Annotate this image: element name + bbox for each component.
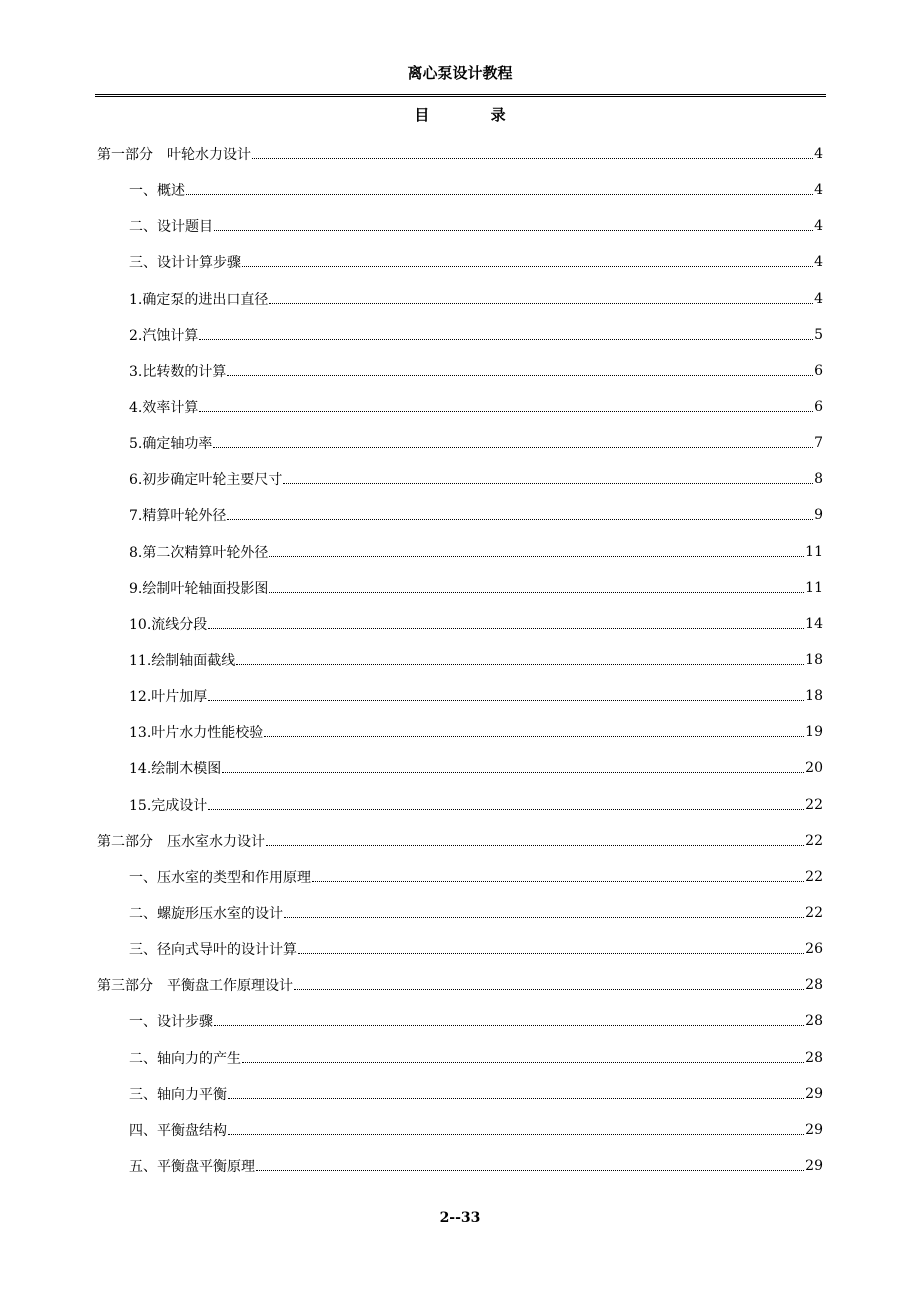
toc-dot-leader: [294, 980, 804, 990]
toc-dot-leader: [242, 257, 813, 267]
toc-entry-label: 2.汽蚀计算: [129, 327, 199, 344]
toc-entry-label: 9.绘制叶轮轴面投影图: [129, 580, 269, 597]
toc-entry-label: 4.效率计算: [129, 400, 199, 417]
toc-entry[interactable]: [97, 859, 823, 895]
toc-entry-page: 20: [805, 760, 823, 777]
toc-entry-label: 二、螺旋形压水室的设计: [129, 906, 283, 923]
toc-entry-label: 13.叶片水力性能校验: [129, 725, 264, 742]
toc-entry-label: 五、平衡盘平衡原理: [129, 1159, 255, 1175]
toc-entry[interactable]: [97, 208, 823, 244]
toc-entry-page: 22: [805, 905, 823, 922]
toc-dot-leader: [236, 655, 804, 665]
toc-entry-label: 10.流线分段: [129, 616, 208, 633]
toc-dot-leader: [228, 1125, 804, 1135]
toc-entry-page: 9: [814, 507, 823, 524]
toc-entry-page: 4: [814, 146, 823, 163]
toc-dot-leader: [222, 763, 804, 773]
toc-entry-label: 三、轴向力平衡: [129, 1086, 227, 1103]
toc-entry[interactable]: [97, 1148, 823, 1184]
toc-entry-page: 4: [814, 290, 823, 307]
toc-dot-leader: [252, 149, 813, 159]
toc-entry[interactable]: [97, 678, 823, 714]
toc-entry-page: 18: [805, 688, 823, 705]
toc-entry[interactable]: [97, 425, 823, 461]
toc-entry[interactable]: [97, 317, 823, 353]
toc-dot-leader: [213, 438, 813, 448]
toc-entry-label: 第二部分 压水室水力设计: [97, 833, 265, 850]
toc-entry-page: 5: [814, 326, 823, 343]
toc-entry[interactable]: [97, 1040, 823, 1076]
toc-dot-leader: [266, 836, 804, 846]
toc-entry-page: 6: [814, 399, 823, 416]
toc-dot-leader: [199, 330, 813, 340]
toc-entry[interactable]: [97, 823, 823, 859]
toc-entry-page: 28: [805, 1049, 823, 1066]
running-header-title: 离心泵设计教程: [407, 64, 513, 82]
toc-entry-page: 28: [805, 977, 823, 994]
toc-entry[interactable]: [97, 281, 823, 317]
toc-entry-page: 4: [814, 254, 823, 271]
toc-entry[interactable]: [97, 1112, 823, 1148]
footer-page-number: 2--33: [439, 1210, 481, 1226]
toc-entry[interactable]: [97, 136, 823, 172]
toc-entry-label: 一、压水室的类型和作用原理: [129, 869, 311, 886]
toc-dot-leader: [227, 366, 813, 376]
toc-entry-label: 一、设计步骤: [129, 1014, 213, 1031]
toc-dot-leader: [208, 691, 804, 701]
toc-entry[interactable]: [97, 1076, 823, 1112]
toc-entry-label: 15.完成设计: [129, 797, 208, 814]
toc-entry-page: 26: [805, 941, 823, 958]
toc-entry-label: 第一部分 叶轮水力设计: [97, 147, 251, 164]
toc-entry-page: 29: [805, 1085, 823, 1102]
toc-dot-leader: [298, 944, 804, 954]
toc-entry[interactable]: [97, 787, 823, 823]
toc-entry-page: 6: [814, 362, 823, 379]
toc-entry-page: 22: [805, 796, 823, 813]
toc-dot-leader: [269, 294, 813, 304]
toc-entry[interactable]: [97, 895, 823, 931]
toc-entry[interactable]: [97, 1003, 823, 1039]
toc-dot-leader: [186, 185, 813, 195]
toc-entry-label: 11.绘制轴面截线: [129, 653, 236, 670]
toc-entry[interactable]: [97, 570, 823, 606]
toc-entry-label: 三、径向式导叶的设计计算: [129, 942, 297, 959]
toc-entry-label: 8.第二次精算叶轮外径: [129, 544, 269, 561]
toc-title: 目 录: [414, 106, 534, 124]
toc-entry-page: 22: [805, 832, 823, 849]
toc-dot-leader: [228, 1089, 804, 1099]
toc-entry-page: 29: [805, 1121, 823, 1138]
toc-entry[interactable]: [97, 606, 823, 642]
toc-dot-leader: [214, 1016, 804, 1026]
toc-entry-page: 7: [814, 435, 823, 452]
toc-entry[interactable]: [97, 172, 823, 208]
toc-dot-leader: [242, 1053, 804, 1063]
toc-entry[interactable]: [97, 714, 823, 750]
toc-entry-page: 22: [805, 868, 823, 885]
toc-entry-label: 3.比转数的计算: [129, 363, 227, 380]
toc-dot-leader: [312, 872, 804, 882]
toc-entry-label: 第三部分 平衡盘工作原理设计: [97, 978, 293, 995]
toc-entry-label: 14.绘制木模图: [129, 761, 222, 778]
toc-entry-label: 7.精算叶轮外径: [129, 508, 227, 525]
toc-dot-leader: [227, 510, 813, 520]
toc-entry-page: 4: [814, 218, 823, 235]
toc-entry-page: 11: [805, 579, 823, 596]
toc-entry[interactable]: [97, 967, 823, 1003]
toc-entry-label: 二、设计题目: [129, 219, 213, 236]
toc-entry-label: 12.叶片加厚: [129, 689, 208, 706]
toc-entry[interactable]: [97, 353, 823, 389]
toc-entry-label: 三、设计计算步骤: [129, 255, 241, 272]
toc-entry-label: 二、轴向力的产生: [129, 1050, 241, 1067]
toc-entry[interactable]: [97, 497, 823, 533]
toc-entry-page: 8: [814, 471, 823, 488]
toc-dot-leader: [264, 727, 804, 737]
toc-dot-leader: [214, 221, 813, 231]
toc-dot-leader: [256, 1161, 804, 1171]
toc-entry-page: 19: [805, 724, 823, 741]
toc-entry-label: 一、概述: [129, 183, 185, 200]
toc-dot-leader: [269, 583, 804, 593]
toc-entry-label: 1.确定泵的进出口直径: [129, 291, 269, 308]
toc-entry[interactable]: [97, 642, 823, 678]
toc-entry-page: 29: [805, 1158, 823, 1174]
toc-list: [97, 136, 823, 1184]
header-rule: [95, 94, 826, 97]
toc-entry-label: 5.确定轴功率: [129, 436, 213, 453]
toc-entry-page: 28: [805, 1013, 823, 1030]
toc-entry[interactable]: [97, 244, 823, 280]
toc-entry[interactable]: [97, 750, 823, 786]
toc-entry-page: 14: [805, 615, 823, 632]
toc-entry-page: 4: [814, 182, 823, 199]
toc-dot-leader: [284, 908, 804, 918]
toc-dot-leader: [199, 402, 813, 412]
toc-dot-leader: [208, 619, 804, 629]
toc-entry-page: 18: [805, 652, 823, 669]
toc-entry-label: 四、平衡盘结构: [129, 1122, 227, 1139]
toc-entry[interactable]: [97, 461, 823, 497]
toc-dot-leader: [208, 800, 804, 810]
toc-entry-label: 6.初步确定叶轮主要尺寸: [129, 472, 283, 489]
toc-entry[interactable]: [97, 931, 823, 967]
toc-dot-leader: [269, 547, 804, 557]
toc-entry[interactable]: [97, 389, 823, 425]
toc-dot-leader: [283, 474, 813, 484]
toc-entry[interactable]: [97, 534, 823, 570]
toc-entry-page: 11: [805, 543, 823, 560]
